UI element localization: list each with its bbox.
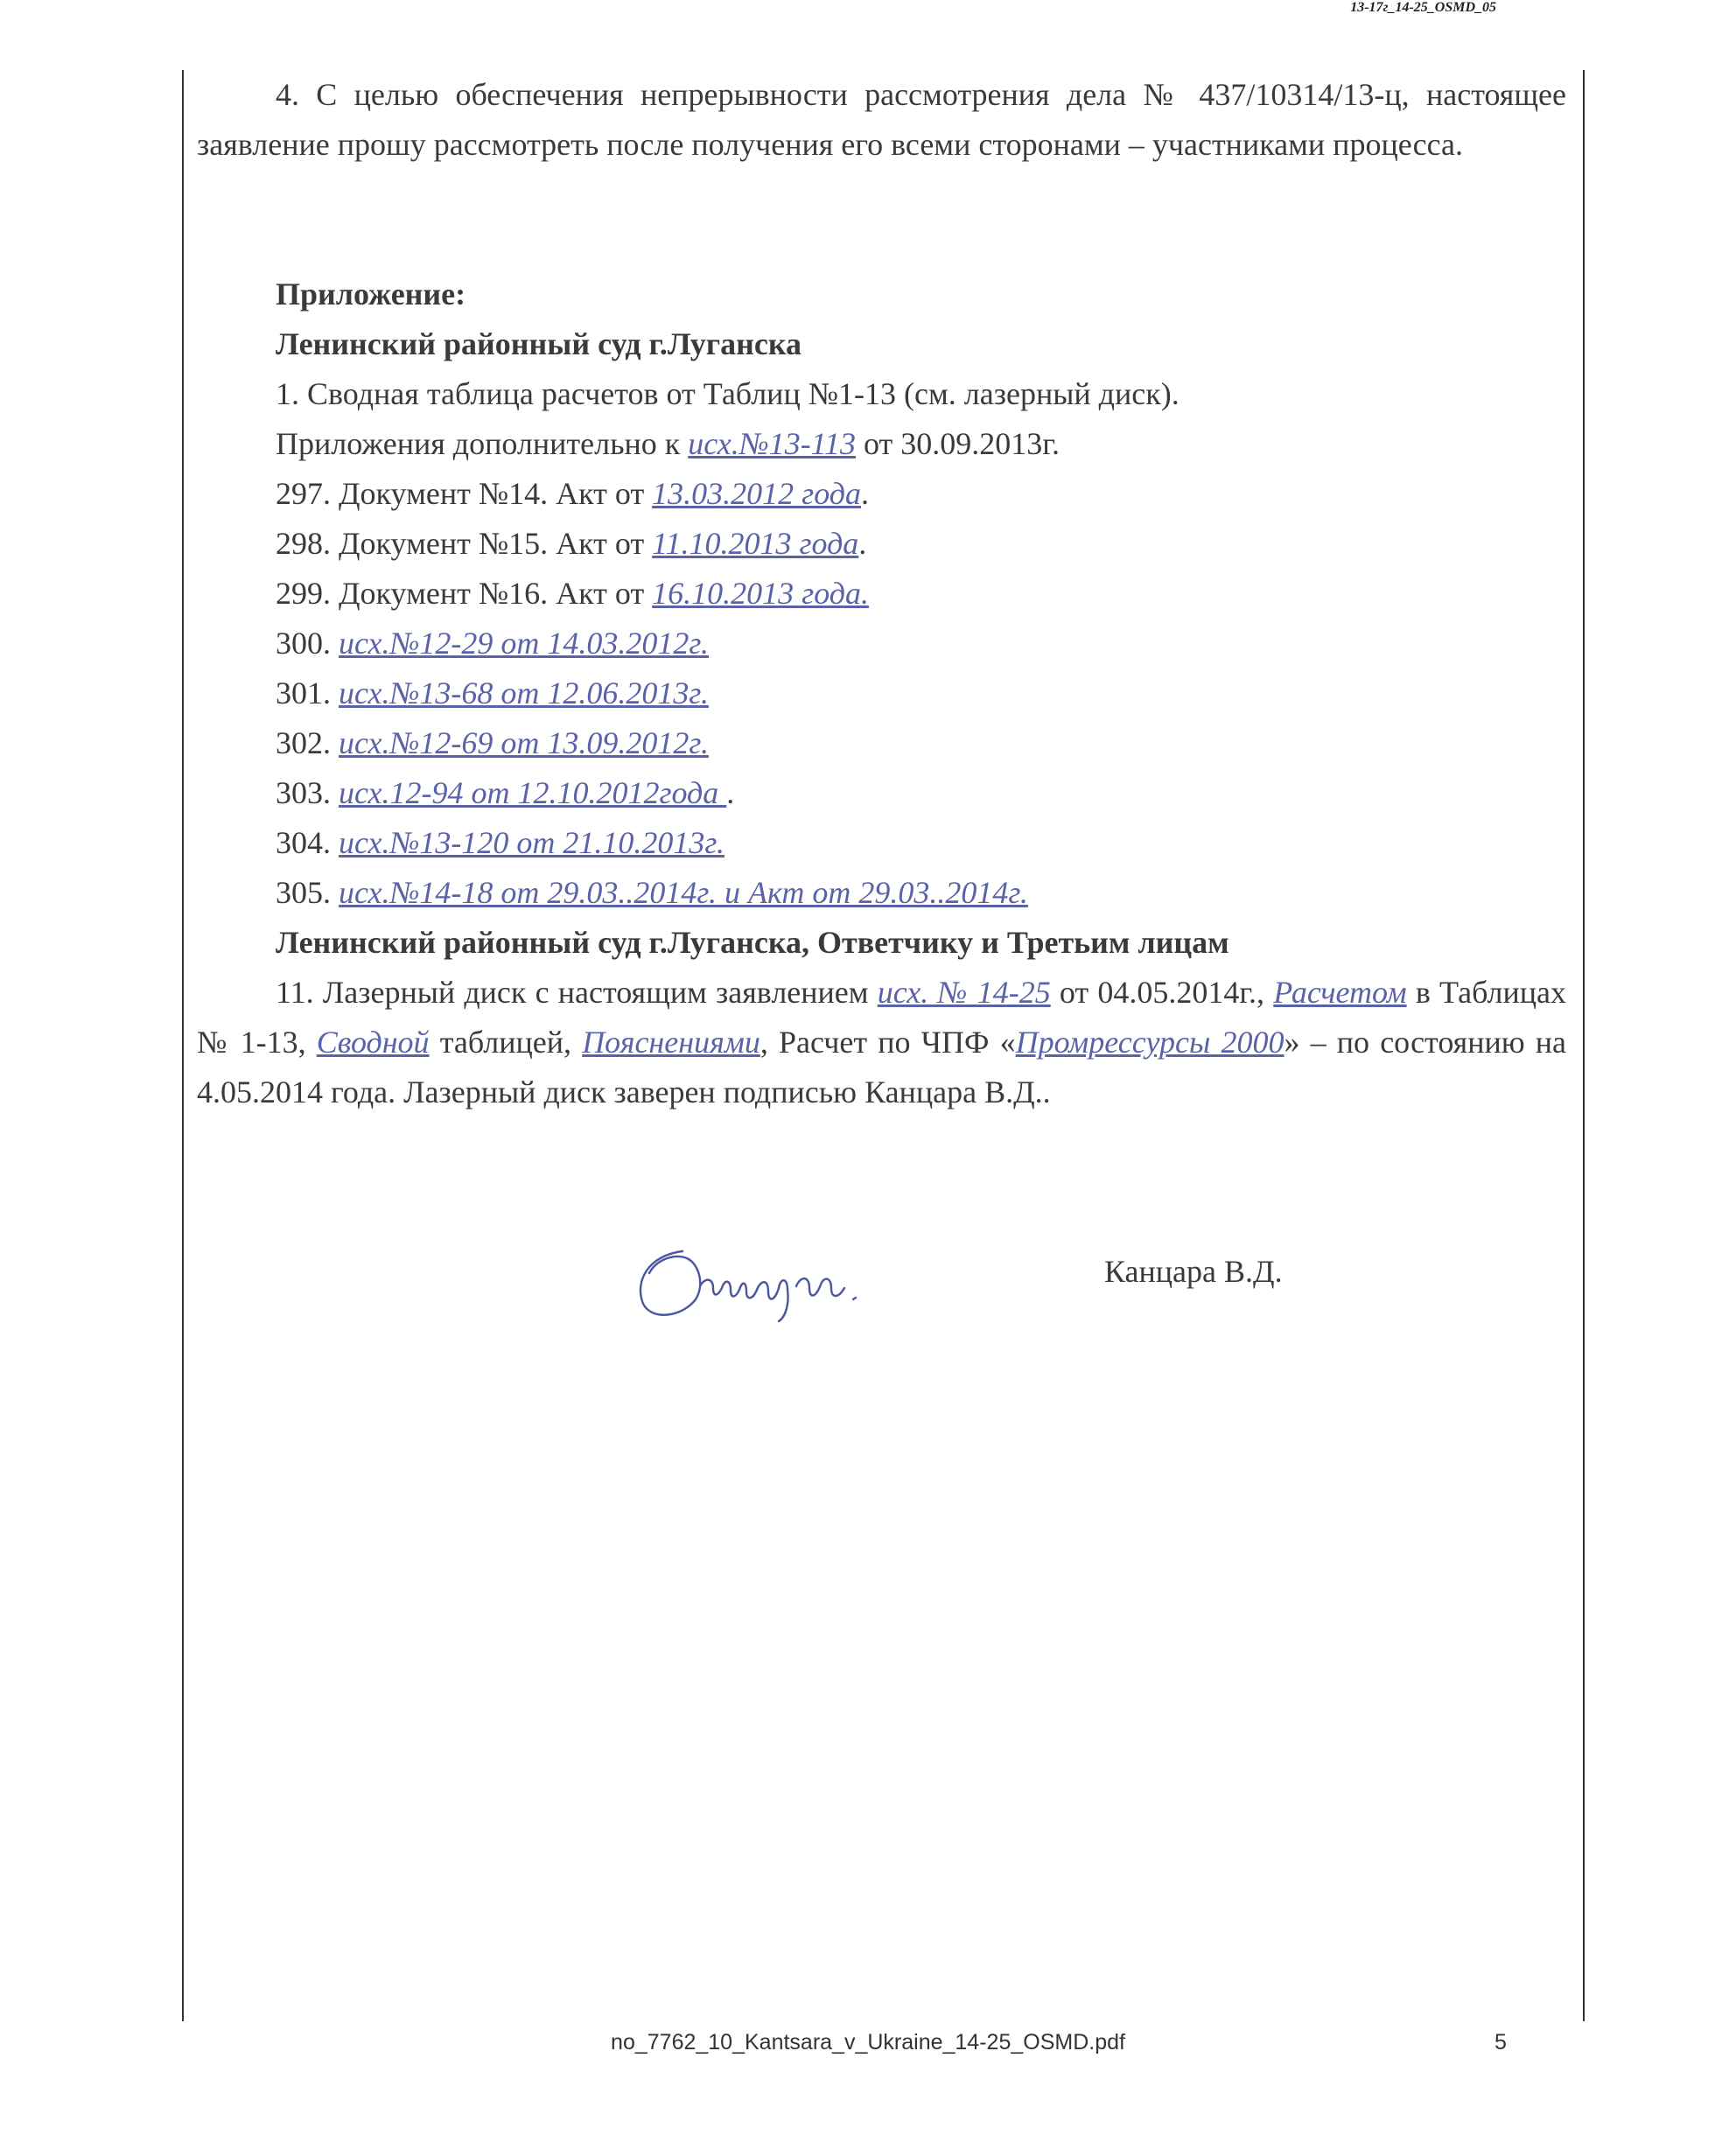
list-item bbox=[276, 818, 724, 868]
list-item-link[interactable]: 11.10.2013 года bbox=[652, 526, 859, 561]
explanations-link[interactable]: Пояснениями bbox=[582, 1025, 760, 1060]
list-item-link[interactable]: исх.№12-69 от 13.09.2012г. bbox=[339, 725, 709, 760]
footer-filename: no_7762_10_Kantsara_v_Ukraine_14-25_OSMD.pdf bbox=[611, 2030, 1125, 2054]
ref-link-13-113[interactable]: исх.№13-113 bbox=[688, 426, 857, 461]
item11-text-6: » – по состоянию на 4.05.2014 года. Лазерный диск заверен подписью Канцара В.Д.. bbox=[197, 1025, 1567, 1110]
list-item-link[interactable]: 13.03.2012 года bbox=[652, 476, 861, 511]
list-item-suffix: . bbox=[858, 526, 867, 561]
list-item bbox=[276, 868, 1028, 918]
list-item-prefix: 300. bbox=[276, 626, 339, 661]
list-item-prefix: 305. bbox=[276, 875, 339, 910]
list-item bbox=[276, 519, 866, 569]
item11-text-4: таблицей, bbox=[429, 1025, 583, 1060]
list-item-suffix: . bbox=[726, 775, 735, 810]
page-number: 5 bbox=[1494, 2030, 1507, 2054]
company-link[interactable]: Промрессурсы 2000 bbox=[1015, 1025, 1284, 1060]
item11-text-5: , Расчет по ЧПФ « bbox=[760, 1025, 1016, 1060]
list-item bbox=[276, 718, 709, 768]
list-item bbox=[276, 619, 709, 668]
list-item-prefix: 302. bbox=[276, 725, 339, 760]
list-item bbox=[276, 668, 709, 718]
item11-text-2: от 04.05.2014г., bbox=[1050, 975, 1274, 1010]
list-item-suffix: . bbox=[860, 476, 869, 511]
list-item bbox=[276, 768, 734, 818]
list-item-prefix: 299. Документ №16. Акт от bbox=[276, 576, 653, 611]
left-margin-rule bbox=[182, 70, 184, 2021]
list-item-prefix: 301. bbox=[276, 676, 339, 710]
list-item-prefix: 304. bbox=[276, 825, 339, 860]
list-item-link[interactable]: исх.№14-18 от 29.03..2014г. и Акт от 29.03..2014г. bbox=[339, 875, 1028, 910]
list-item-prefix: 303. bbox=[276, 775, 339, 810]
summary-link[interactable]: Сводной bbox=[316, 1025, 430, 1060]
list-item-link[interactable]: исх.№13-68 от 12.06.2013г. bbox=[339, 676, 709, 710]
ref-link-14-25[interactable]: исх. № 14-25 bbox=[877, 975, 1051, 1010]
document-code: 13-17г_14-25_OSMD_05 bbox=[1350, 0, 1496, 15]
court-heading-2: Ленинский районный суд г.Луганска, Ответчику и Третьим лицам bbox=[276, 925, 1229, 960]
appendix-extra-suffix: от 30.09.2013г. bbox=[856, 426, 1060, 461]
handwritten-signature bbox=[630, 1234, 962, 1330]
list-item-prefix: 298. Документ №15. Акт от bbox=[276, 526, 653, 561]
item11-text-3: в Таблицах № 1-13, bbox=[197, 975, 1566, 1060]
right-margin-rule bbox=[1583, 70, 1585, 2021]
appendix-extra-prefix: Приложения дополнительно к bbox=[276, 426, 689, 461]
list-item-link[interactable]: исх.№13-120 от 21.10.2013г. bbox=[339, 825, 724, 860]
appendix-item-11 bbox=[197, 968, 1566, 1117]
item11-text-1: 11. Лазерный диск с настоящим заявлением bbox=[276, 975, 878, 1010]
calc-link[interactable]: Расчетом bbox=[1273, 975, 1407, 1010]
list-item-link[interactable]: 16.10.2013 года. bbox=[652, 576, 869, 611]
paragraph-4: 4. С целью обеспечения непрерывности рассмотрения дела № 437/10314/13-ц, настоящее заявление прошу рассмотреть после получения его всеми сторонами – участниками процесса. bbox=[197, 77, 1566, 162]
appendix-heading: Приложение: bbox=[276, 276, 466, 312]
court-heading-1: Ленинский районный суд г.Луганска bbox=[276, 326, 802, 361]
list-item-prefix: 297. Документ №14. Акт от bbox=[276, 476, 653, 511]
appendix-extra-line bbox=[276, 419, 1060, 469]
list-item-link[interactable]: исх.№12-29 от 14.03.2012г. bbox=[339, 626, 709, 661]
list-item bbox=[276, 569, 869, 619]
list-item bbox=[276, 469, 869, 519]
list-item-link[interactable]: исх.12-94 от 12.10.2012года bbox=[339, 775, 727, 810]
signer-name: Канцара В.Д. bbox=[1104, 1254, 1283, 1289]
appendix-item-1: 1. Сводная таблица расчетов от Таблиц №1-13 (см. лазерный диск). bbox=[276, 376, 1180, 411]
